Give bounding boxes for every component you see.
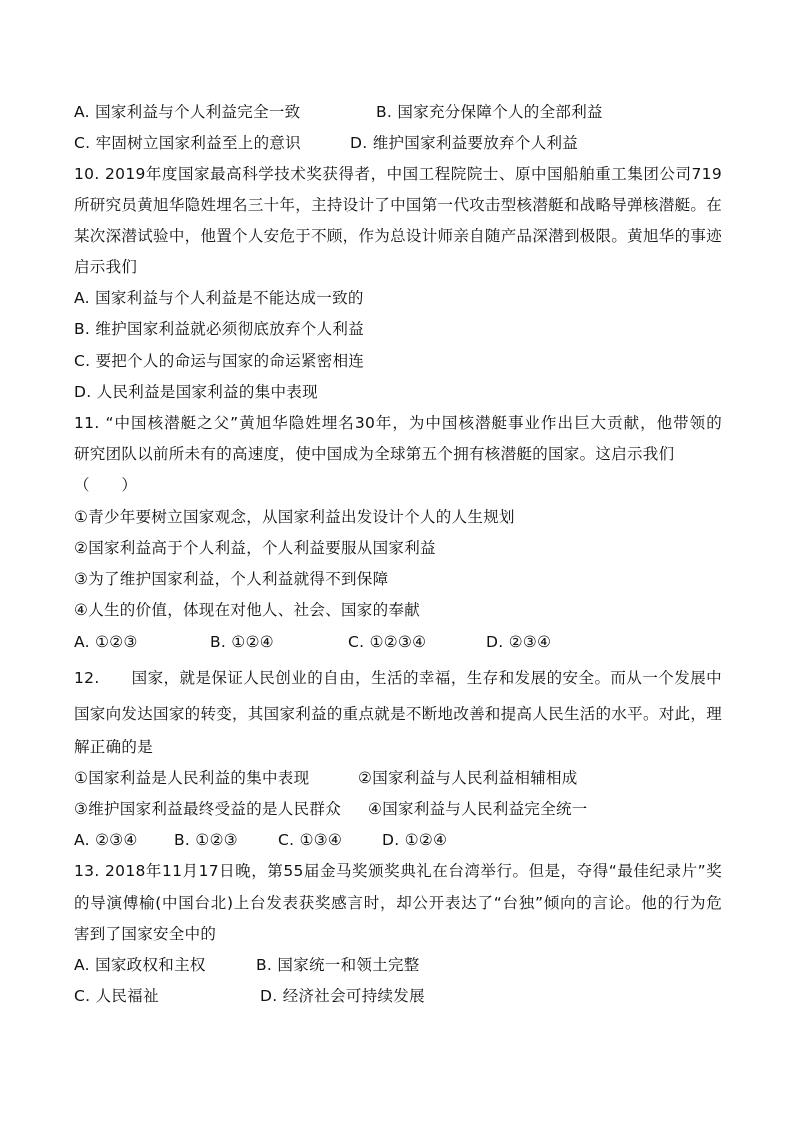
q11-option-d: D. ②③④ [486, 633, 552, 651]
q10-option-c: C. 要把个人的命运与国家的命运紧密相连 [74, 352, 365, 370]
q12-stem-line-2: 国家向发达国家的转变，其国家利益的重点就是不断地改善和提高人民生活的水平。对此，理 [74, 705, 722, 723]
q13-option-b: B. 国家统一和领土完整 [256, 956, 420, 974]
q13-stem-line-2: 的导演傅榆(中国台北)上台发表获奖感言时，却公开表达了“台独”倾向的言论。他的行为危 [74, 894, 722, 912]
q11-stem-line-1: 11. “中国核潜艇之父”黄旭华隐姓埋名30年，为中国核潜艇事业作出巨大贡献，他带领的 [74, 414, 722, 432]
q9-option-c: C. 牢固树立国家利益至上的意识 [74, 134, 301, 152]
q12-option-c: C. ①③④ [278, 831, 343, 849]
q11-stem-line-2: 研究团队以前所未有的高速度，使中国成为全球第五个拥有核潜艇的国家。这启示我们 [74, 445, 675, 463]
q13-option-a: A. 国家政权和主权 [74, 956, 206, 974]
q9-option-a: A. 国家利益与个人利益完全一致 [74, 103, 301, 121]
q12-statement-2: ②国家利益与人民利益相辅相成 [358, 769, 578, 787]
q10-option-a: A. 国家利益与个人利益是不能达成一致的 [74, 289, 364, 307]
q12-statement-3: ③维护国家利益最终受益的是人民群众 [74, 800, 341, 818]
q12-stem-line-3: 解正确的是 [74, 738, 154, 756]
q11-option-a: A. ①②③ [74, 633, 138, 651]
q11-statement-1: ①青少年要树立国家观念，从国家利益出发设计个人的人生规划 [74, 508, 515, 526]
q12-statement-1: ①国家利益是人民利益的集中表现 [74, 769, 310, 787]
q11-statement-4: ④人生的价值，体现在对他人、社会、国家的奉献 [74, 601, 420, 619]
q13-stem-line-3: 害到了国家安全中的 [74, 925, 217, 943]
q13-option-d: D. 经济社会可持续发展 [260, 987, 425, 1005]
q10-option-b: B. 维护国家利益就必须彻底放弃个人利益 [74, 320, 364, 338]
q12-option-a: A. ②③④ [74, 831, 138, 849]
q13-option-c: C. 人民福祉 [74, 987, 159, 1005]
q12-statement-4: ④国家利益与人民利益完全统一 [368, 800, 588, 818]
q13-stem-line-1: 13. 2018年11月17日晚，第55届金马奖颁奖典礼在台湾举行。但是，夺得“最佳纪录片”奖 [74, 862, 722, 880]
q11-answer-blank: （ ） [74, 476, 138, 494]
q11-statement-2: ②国家利益高于个人利益，个人利益要服从国家利益 [74, 539, 436, 557]
q11-option-c: C. ①②③④ [348, 633, 427, 651]
q10-stem-line-4: 启示我们 [74, 258, 138, 276]
q12-option-d: D. ①②④ [382, 831, 448, 849]
q12-option-b: B. ①②③ [174, 831, 238, 849]
q11-statement-3: ③为了维护国家利益，个人利益就得不到保障 [74, 570, 389, 588]
q10-stem-line-3: 某次深潜试验中，他置个人安危于不顾，作为总设计师亲自随产品深潜到极限。黄旭华的事迹 [74, 227, 722, 245]
q10-stem-line-1: 10. 2019年度国家最高科学技术奖获得者，中国工程院院士、原中国船舶重工集团公司719 [74, 165, 722, 183]
q10-stem-line-2: 所研究员黄旭华隐姓埋名三十年，主持设计了中国第一代攻击型核潜艇和战略导弹核潜艇。在 [74, 196, 722, 214]
q11-option-b: B. ①②④ [210, 633, 274, 651]
q9-option-d: D. 维护国家利益要放弃个人利益 [350, 134, 579, 152]
q12-stem-line-1: 12. 国家，就是保证人民创业的自由，生活的幸福，生存和发展的安全。而从一个发展中 [74, 669, 722, 687]
q10-option-d: D. 人民利益是国家利益的集中表现 [74, 383, 318, 401]
q9-option-b: B. 国家充分保障个人的全部利益 [376, 103, 603, 121]
